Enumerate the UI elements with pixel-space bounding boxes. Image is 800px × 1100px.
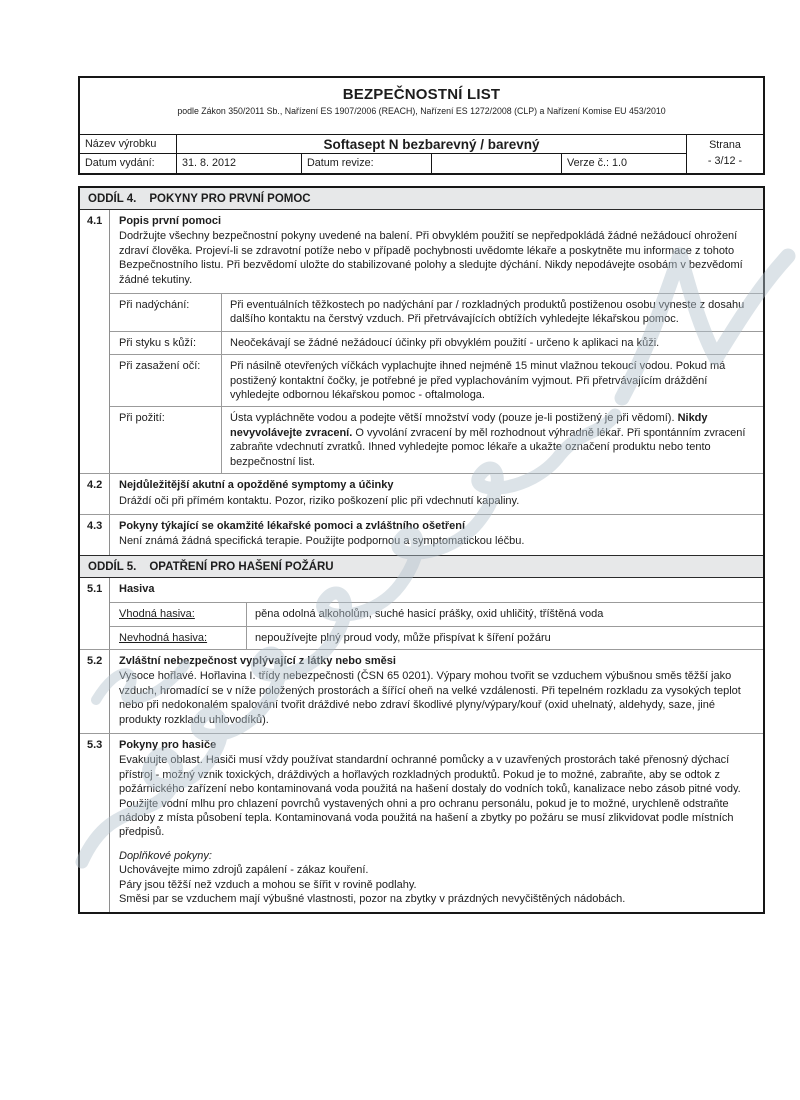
table-row [110,331,763,354]
block-5-3-title: Pokyny pro hasiče [119,738,217,751]
block-4-1-title: Popis první pomoci [119,215,222,227]
block-5-3 [80,733,763,912]
table-row [110,354,763,406]
block-4-1-number: 4.1 [80,210,110,473]
section-5-heading [80,555,763,578]
block-4-1-content [110,210,763,293]
document-title: BEZPEČNOSTNÍ LIST [342,86,501,103]
safety-data-sheet [78,76,765,914]
section-4-title: POKYNY PRO PRVNÍ POMOC [149,193,311,205]
section-4-heading [80,188,763,210]
additional-instruction-line: Páry jsou těžší než vzduch a mohou se šířit v rovině podlahy. [119,878,417,891]
section-5-title: OPATŘENÍ PRO HAŠENÍ POŽÁRU [149,560,334,573]
row-text-unsuitable-media: nepoužívejte plný proud vody, může přispívat k šíření požáru [255,631,551,644]
block-5-1-title: Hasiva [119,582,155,595]
row-text-ingestion [222,407,763,473]
block-5-3-body: Evakuujte oblast. Hasiči musí vždy používat standardní ochranné pomůcky a v uzavřených prostorách také přenosný dýchací přístroj - možný vznik toxických, dráždivých a hořlavých rozkladných produktů. Pokud je to možné, zabraňte, aby se odtok z požárnického zařízení nebo kontaminovaná voda použitá na hašení dostaly do vodních toků, kanalizace nebo zásob pitné vody. Použijte vodní mlhu pro chlazení povrchů vystavených ohni a pro ochranu personálu, pokud je to možné, urychleně odstraňte nádoby z místa působení tepla. Kontaminovaná voda použitá na hašení a zbytky po požáru se musí zlikvidovat podle místních předpisů. [119,754,741,839]
row-text-skin: Neočekávají se žádné nežádoucí účinky při obvyklém použití - určeno k aplikaci na kůži. [230,336,660,349]
block-5-1-content [110,578,763,602]
table-row [110,626,763,649]
row-text-eyes: Při násilně otevřených víčkách vyplachujte ihned nejméně 15 minut vlažnou tekoucí vodou. Pokud má postižený kontaktní čočky, je potřebné je před vyplachováním vyjmout. Při přetrvávajícím dráždění vyhledejte odbornou lékařskou pomoc - oftalmologa. [230,360,726,402]
revision-date-label: Datum revize: [302,154,432,173]
section-5-id: ODDÍL 5. [88,560,137,573]
block-5-2-number: 5.2 [80,650,110,733]
block-4-3-body: Není známá žádná specifická terapie. Použijte podpornou a symptomatickou léčbu. [119,535,525,548]
block-4-2-title: Nejdůležitější akutní a opožděné symptomy a účinky [119,479,394,492]
document-subtitle: podle Zákon 350/2011 Sb., Nařízení ES 1907/2006 (REACH), Nařízení ES 1272/2008 (CLP) a Nařízení Komise EU 453/2010 [177,106,666,116]
document-body [78,186,765,914]
block-4-1 [80,210,763,473]
extinguishing-media-table [110,602,763,649]
document-header [78,76,765,175]
row-label-eyes: Při zasažení očí: [110,355,222,406]
row-label-ingestion: Při požití: [110,407,222,473]
table-row [110,603,763,625]
block-5-2 [80,649,763,733]
product-name-label: Název výrobku [80,135,177,154]
version-label: Verze č.: 1.0 [562,154,687,173]
first-aid-table [110,293,763,473]
page-number-cell [687,135,763,173]
product-name: Softasept N bezbarevný / barevný [177,135,687,154]
block-5-3-content [110,734,763,912]
block-5-1 [80,578,763,649]
block-4-2-body: Dráždí oči při přímém kontaktu. Pozor, riziko poškození plic při vdechnutí kapaliny. [119,494,520,507]
ingestion-text-post: O vyvolání zvracení by měl rozhodnout výhradně lékař. Při spontánním zvracení zabraňte vdechnutí zvratků. Ihned vyhledejte pomoc lékaře a ukažte označení produktu nebo tento bezpečnostní list. [230,426,746,468]
block-4-2-number: 4.2 [80,474,110,514]
row-label-unsuitable-media: Nevhodná hasiva: [110,627,247,649]
block-4-2 [80,473,763,514]
ingestion-text-pre: Ústa vypláchněte vodou a podejte větší množství vody (pouze je-li postižený je při vědomí). [230,412,678,425]
row-label-inhalation: Při nadýchání: [110,294,222,331]
row-text-inhalation: Při eventuálních těžkostech po nadýchání par / rozkladných produktů postiženou osobu vyneste z dosahu dalšího kontaktu na čerstvý vzduch. Při přetrvávajících obtížích vyhledejte lékařskou pomoc. [230,299,745,326]
row-text-suitable-media: pěna odolná alkoholům, suché hasicí prášky, oxid uhličitý, tříštěná voda [255,608,604,621]
block-4-3 [80,514,763,555]
revision-date-value [432,154,562,173]
block-5-3-number: 5.3 [80,734,110,912]
page-number: - 3/12 - [707,155,743,167]
block-4-2-content [110,474,763,514]
block-4-3-number: 4.3 [80,515,110,555]
block-5-1-number: 5.1 [80,578,110,649]
section-4-id: ODDÍL 4. [88,193,137,205]
additional-instructions-title: Doplňkové pokyny: [119,849,212,862]
ingestion-text-bold: Nikdy nevyvolávejte zvracení. [230,412,708,439]
additional-instruction-line: Uchovávejte mimo zdrojů zapálení - zákaz kouření. [119,864,369,877]
additional-instruction-line: Směsi par se vzduchem mají výbušné vlastnosti, pozor na zbytky v prázdných nevyčištěných nádobách. [119,893,626,906]
block-4-3-title: Pokyny týkající se okamžité lékařské pomoci a zvláštního ošetření [119,519,466,532]
page-label: Strana [709,139,741,151]
block-4-1-body: Dodržujte všechny bezpečnostní pokyny uvedené na balení. Při obvyklém použití se nepředpokládá žádné nežádoucí ohrožení zdraví člověka. Projeví-li se zdravotní potíže nebo v případě pochybnosti uvědomte lékaře a poskytněte mu informace z tohoto Bezpečnostního listu. Při bezvědomí uložte do stabilizované polohy a sledujte dýchání. Nikdy nepodávejte osobám v bezvědomí žádné tekutiny. [119,230,743,286]
header-title-area [80,78,763,135]
block-5-2-body: Vysoce hořlavé. Hořlavina I. třídy nebezpečnosti (ČSN 65 0201). Výpary mohou tvořit se vzduchem výbušnou směs těžší jako vzduch, hromadící se v níže položených prostorách a šířící oheň na velké vzdálenosti. Při tepelném rozkladu za vysokých teplot nebo při nedokonalém spalování tvořit dráždivé nebo zdraví škodlivé plyny/výpary/kouř (oxid uhelnatý, aldehydy, saze, jiné produkty rozkladu uhlovodíků). [119,670,741,726]
row-label-skin: Při styku s kůží: [110,332,222,354]
block-5-2-title: Zvláštní nebezpečnost vyplývající z látky nebo směsi [119,654,396,667]
table-row [110,406,763,473]
issue-date-label: Datum vydání: [80,154,177,173]
block-4-3-content [110,515,763,555]
issue-date-value: 31. 8. 2012 [177,154,302,173]
header-table [80,135,763,173]
block-5-2-content [110,650,763,733]
table-row [110,294,763,331]
row-label-suitable-media: Vhodná hasiva: [110,603,247,625]
